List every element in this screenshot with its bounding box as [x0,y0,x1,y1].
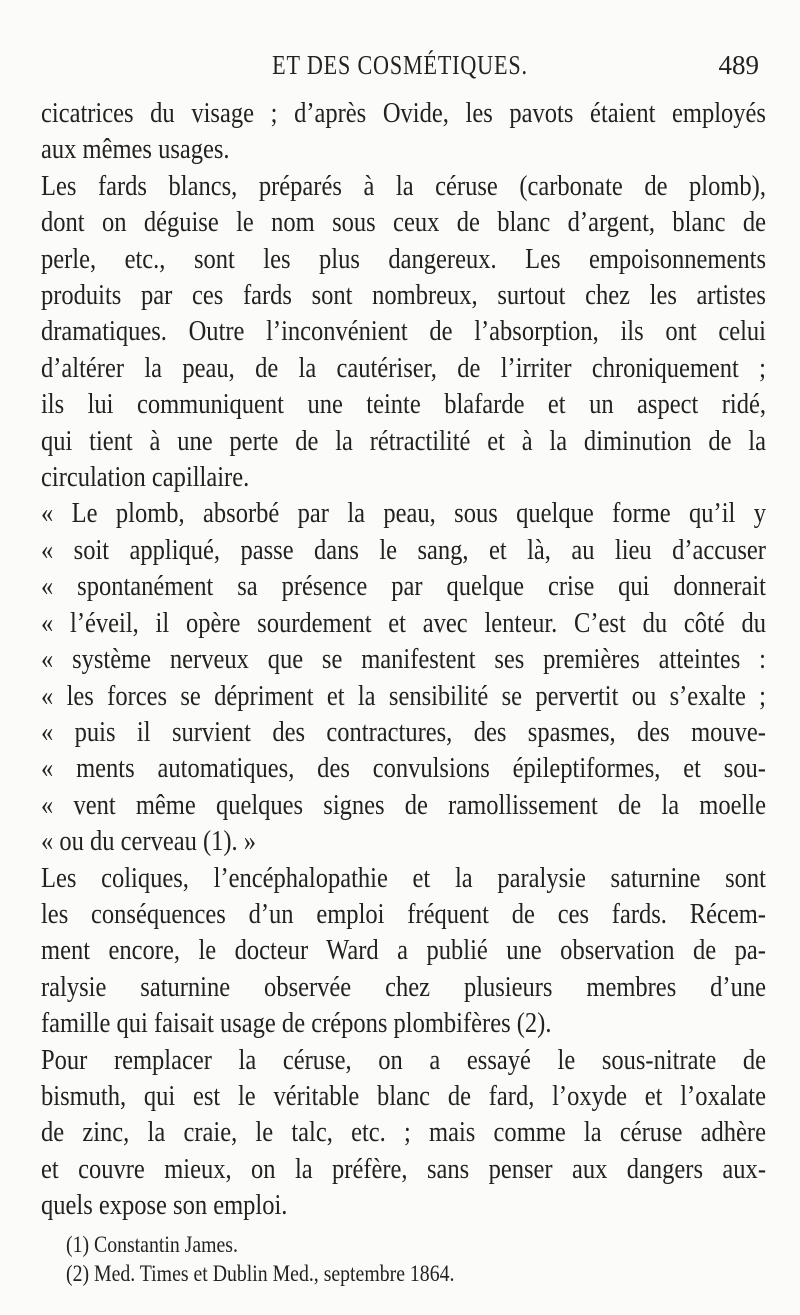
footnote: (1) Constantin James. [66,1232,238,1257]
text-line: « spontanément sa présence par quelque crise qui donnerait [41,571,766,603]
footnotes [66,1230,766,1288]
text-line: de zinc, la craie, le talc, etc. ; mais comme la céruse adhère [41,1117,766,1149]
page-header [0,50,800,86]
text-line: « système nerveux que se manifestent ses premières atteintes : [41,644,766,676]
text-line: circulation capillaire. [41,462,250,494]
text-line: « Le plomb, absorbé par la peau, sous quelque forme qu’il y [41,498,766,530]
text-line: bismuth, qui est le véritable blanc de fard, l’oxyde et l’oxalate [41,1080,766,1112]
footnote: (2) Med. Times et Dublin Med., septembre 1864. [66,1261,455,1286]
text-line: ils lui communiquent une teinte blafarde et un aspect ridé, [41,389,766,421]
text-line: « soit appliqué, passe dans le sang, et là, au lieu d’accuser [41,534,766,566]
text-line: produits par ces fards sont nombreux, surtout chez les artistes [41,280,766,312]
text-line: dramatiques. Outre l’inconvénient de l’absorption, ils ont celui [41,316,766,348]
text-line: Les coliques, l’encéphalopathie et la paralysie saturnine sont [41,862,766,894]
text-line: cicatrices du visage ; d’après Ovide, les pavots étaient employés [41,98,766,129]
text-line: ment encore, le docteur Ward a publié une observation de pa- [41,935,766,967]
text-line: d’altérer la peau, de la cautériser, de l’irriter chroniquement ; [41,352,766,384]
text-line: « puis il survient des contractures, des spasmes, des mouve- [41,716,766,748]
text-line: « ments automatiques, des convulsions épileptiformes, et sou- [41,753,766,785]
text-line: Les fards blancs, préparés à la céruse (carbonate de plomb), [41,170,766,202]
text-line: « l’éveil, il opère sourdement et avec lenteur. C’est du côté du [41,607,766,639]
text-line: qui tient à une perte de la rétractilité et à la diminution de la [41,425,766,457]
text-line: famille qui faisait usage de crépons plombifères (2). [41,1008,552,1040]
text-line: aux mêmes usages. [41,134,230,166]
page-number: 489 [718,50,759,80]
text-line: quels expose son emploi. [41,1190,288,1222]
text-line: perle, etc., sont les plus dangereux. Les empoisonnements [41,243,766,275]
text-line: « vent même quelques signes de ramollissement de la moelle [41,789,766,821]
body-text [41,96,766,1225]
text-line: les conséquences d’un emploi fréquent de ces fards. Récem- [41,898,766,930]
text-line: « ou du cerveau (1). » [41,826,257,858]
text-line: « les forces se dépriment et la sensibilité se pervertit ou s’exalte ; [41,680,766,712]
running-head: ET DES COSMÉTIQUES. [272,50,528,80]
text-line: dont on déguise le nom sous ceux de blanc d’argent, blanc de [41,207,766,239]
text-line: et couvre mieux, on la préfère, sans penser aux dangers aux- [41,1153,766,1185]
text-line: Pour remplacer la céruse, on a essayé le sous-nitrate de [41,1044,766,1076]
text-line: ralysie saturnine observée chez plusieurs membres d’une [41,971,766,1003]
